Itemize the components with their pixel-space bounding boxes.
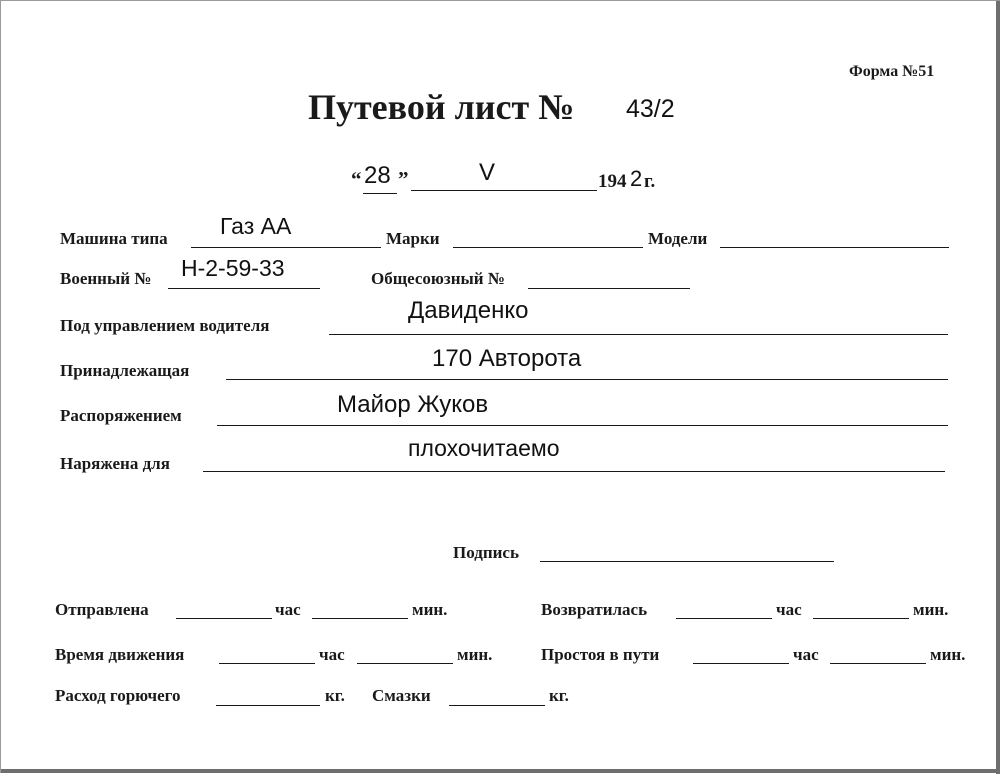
order-value: Майор Жуков xyxy=(337,391,489,418)
date-month-line xyxy=(411,190,597,191)
driver-value: Давиденко xyxy=(408,297,529,324)
date-year-digit: 2 xyxy=(630,166,643,191)
military-no-value: Н-2-59-33 xyxy=(181,255,285,281)
travel-min-line xyxy=(357,663,453,664)
page-shadow-right xyxy=(996,1,1000,774)
driver-line xyxy=(329,334,948,335)
travel-hour-unit: час xyxy=(319,645,345,664)
fuel-label: Расход горючего xyxy=(55,686,181,705)
signature-line xyxy=(540,561,834,562)
lubricant-unit: кг. xyxy=(549,686,569,705)
assigned-for-value: плохочитаемо xyxy=(408,435,560,461)
fuel-unit: кг. xyxy=(325,686,345,705)
idle-hour-line xyxy=(693,663,789,664)
departed-min-unit: мин. xyxy=(412,600,448,619)
idle-min-unit: мин. xyxy=(930,645,966,664)
page-shadow-bottom xyxy=(1,769,1000,773)
vehicle-type-line xyxy=(191,247,381,248)
belonging-line xyxy=(226,379,948,380)
military-no-line xyxy=(168,288,320,289)
fuel-line xyxy=(216,705,320,706)
departed-hour-line xyxy=(176,618,272,619)
order-label: Распоряжением xyxy=(60,406,182,425)
date-year-prefix: 194 xyxy=(598,171,627,192)
travel-hour-line xyxy=(219,663,315,664)
lubricant-label: Смазки xyxy=(372,686,431,705)
military-no-label: Военный № xyxy=(60,269,152,288)
idle-hour-unit: час xyxy=(793,645,819,664)
model-label: Модели xyxy=(648,229,708,248)
date-close-quote: ” xyxy=(398,167,409,191)
date-year-suffix: г. xyxy=(644,171,656,192)
sheet-number: 43/2 xyxy=(626,95,675,123)
assigned-for-line xyxy=(203,471,945,472)
date-open-quote: “ xyxy=(351,167,362,191)
union-no-line xyxy=(528,288,690,289)
union-no-label: Общесоюзный № xyxy=(371,269,505,288)
idle-time-label: Простоя в пути xyxy=(541,645,660,664)
make-label: Марки xyxy=(386,229,440,248)
departed-hour-unit: час xyxy=(275,600,301,619)
order-line xyxy=(217,425,948,426)
returned-label: Возвратилась xyxy=(541,600,648,619)
returned-hour-unit: час xyxy=(776,600,802,619)
vehicle-type-value: Газ АА xyxy=(220,213,292,239)
belonging-label: Принадлежащая xyxy=(60,361,190,380)
travel-time-label: Время движения xyxy=(55,645,185,664)
idle-min-line xyxy=(830,663,926,664)
departed-min-line xyxy=(312,618,408,619)
departed-label: Отправлена xyxy=(55,600,149,619)
date-day: 28 xyxy=(364,162,391,189)
vehicle-type-label: Машина типа xyxy=(60,229,168,248)
lubricant-line xyxy=(449,705,545,706)
travel-min-unit: мин. xyxy=(457,645,493,664)
make-line xyxy=(453,247,643,248)
returned-hour-line xyxy=(676,618,772,619)
signature-label: Подпись xyxy=(453,543,519,562)
returned-min-unit: мин. xyxy=(913,600,949,619)
driver-label: Под управлением водителя xyxy=(60,316,270,335)
form-number: Форма №51 xyxy=(849,63,935,80)
page-title: Путевой лист № xyxy=(308,87,575,127)
returned-min-line xyxy=(813,618,909,619)
date-month: V xyxy=(479,159,496,186)
model-line xyxy=(720,247,949,248)
assigned-for-label: Наряжена для xyxy=(60,454,170,473)
date-day-line xyxy=(363,193,397,194)
belonging-value: 170 Авторота xyxy=(432,345,582,372)
